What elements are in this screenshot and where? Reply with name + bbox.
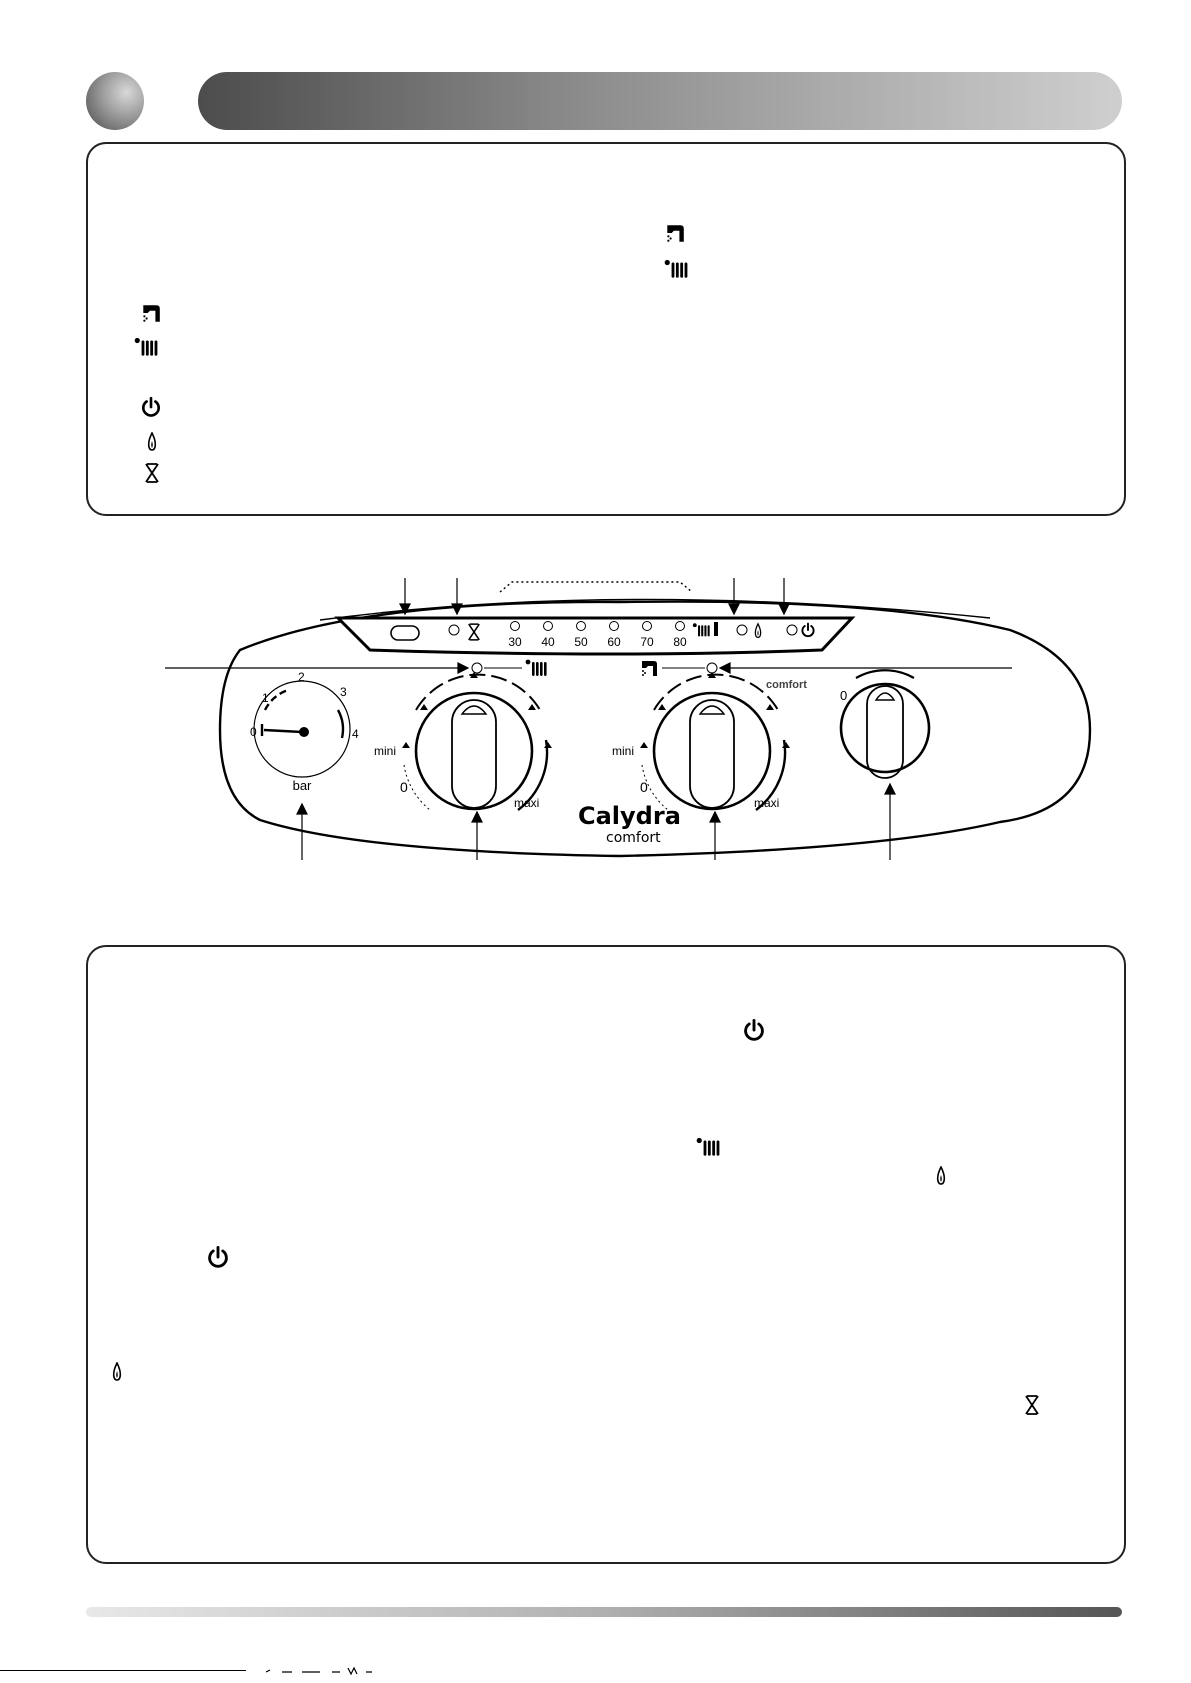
temp-label-60: 60 bbox=[607, 635, 621, 649]
hot-water-dial[interactable] bbox=[612, 672, 807, 810]
power-icon bbox=[206, 1245, 230, 1269]
reset-icon bbox=[1024, 1394, 1040, 1416]
heating-dial-zero: 0 bbox=[400, 779, 408, 795]
temp-label-50: 50 bbox=[574, 635, 588, 649]
temp-label-80: 80 bbox=[673, 635, 687, 649]
temp-label-70: 70 bbox=[640, 635, 654, 649]
header-ball bbox=[86, 72, 144, 130]
pressure-gauge bbox=[250, 670, 359, 793]
gauge-tick-2: 2 bbox=[298, 670, 305, 684]
footer-rule bbox=[0, 1670, 246, 1671]
control-panel-diagram bbox=[0, 560, 1191, 890]
brand-model: comfort bbox=[606, 830, 661, 846]
temp-label-40: 40 bbox=[541, 635, 555, 649]
flame-icon bbox=[112, 1362, 122, 1382]
tap-icon bbox=[140, 302, 162, 324]
hot-water-dial-zero: 0 bbox=[640, 779, 648, 795]
radiator-icon bbox=[134, 336, 160, 358]
power-icon bbox=[140, 396, 162, 418]
legend-box-bottom bbox=[86, 945, 1126, 1564]
radiator-icon bbox=[696, 1136, 722, 1158]
gauge-tick-3: 3 bbox=[340, 685, 347, 699]
power-icon bbox=[742, 1018, 766, 1042]
selector-zero: 0 bbox=[840, 688, 848, 703]
temp-label-30: 30 bbox=[508, 635, 522, 649]
mode-selector-knob[interactable] bbox=[840, 670, 929, 778]
gauge-tick-4: 4 bbox=[352, 727, 359, 741]
gauge-unit: bar bbox=[292, 778, 312, 793]
gauge-tick-0: 0 bbox=[250, 725, 257, 739]
flame-icon bbox=[936, 1166, 946, 1186]
brand-name: Calydra bbox=[578, 802, 681, 830]
heating-dial[interactable] bbox=[374, 672, 552, 810]
footer-mark bbox=[262, 1664, 422, 1676]
radiator-icon bbox=[664, 258, 690, 280]
heating-dial-min: mini bbox=[374, 744, 397, 758]
footer-bar bbox=[86, 1607, 1122, 1617]
comfort-label: comfort bbox=[766, 679, 807, 691]
gauge-tick-1: 1 bbox=[262, 691, 269, 705]
hot-water-dial-max: maxi bbox=[754, 796, 780, 810]
flame-icon bbox=[147, 432, 157, 452]
heating-dial-max: maxi bbox=[514, 796, 540, 810]
hot-water-dial-min: mini bbox=[612, 744, 635, 758]
reset-icon bbox=[144, 462, 160, 484]
header-bar bbox=[198, 72, 1122, 130]
legend-box-top bbox=[86, 142, 1126, 516]
tap-icon bbox=[664, 222, 686, 244]
